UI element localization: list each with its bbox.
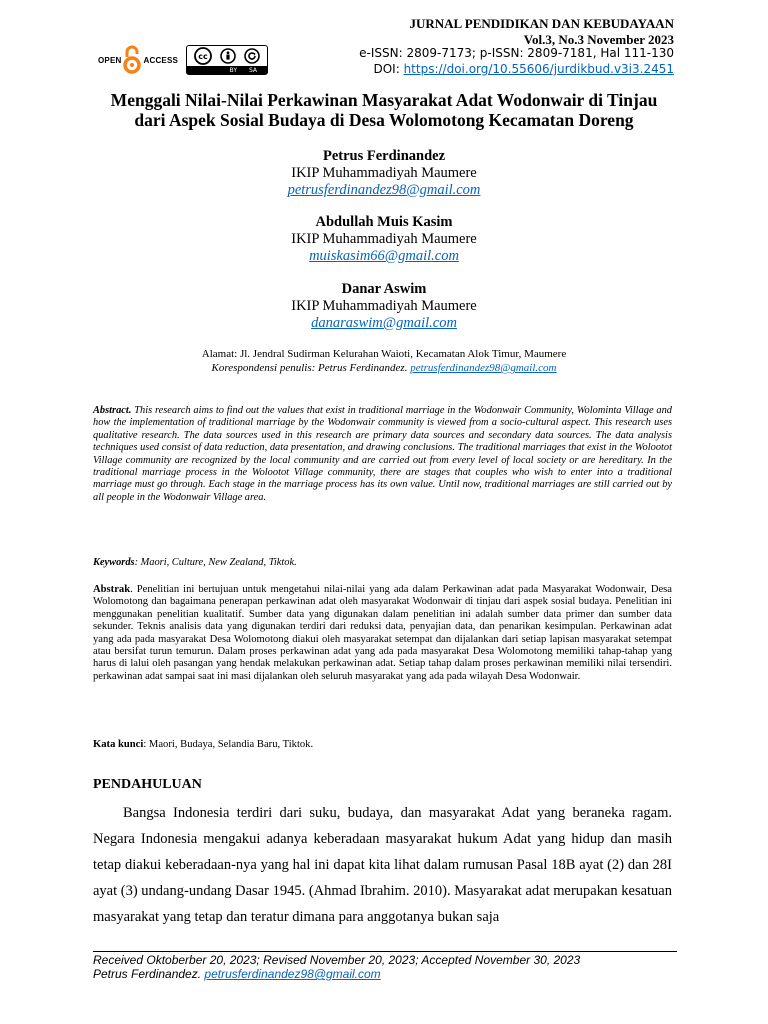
doi-label: DOI:: [373, 62, 404, 76]
license-by-text: BY: [229, 66, 237, 74]
author-email[interactable]: muiskasim66@gmail.com: [309, 248, 459, 264]
title-line: dari Aspek Sosial Budaya di Desa Wolomotong Kecamatan Doreng: [134, 110, 634, 130]
body-paragraph-text: Bangsa Indonesia terdiri dari suku, budaya, dan masyarakat Adat yang beraneka ragam. Negara Indonesia mengakui adanya keberadaan masyarakat hukum Adat yang hidup dan masih tetap diakui keberadaan-nya yang hal ini dapat kita lihat dalam rumusan Pasal 18B ayat (2) dan 28I ayat (3) undang-undang Dasar 1945. (Ahmad Ibrahim. 2010). Masyarakat adat merupakan kesatuan masyarakat yang tetap dan teratur dimana para anggotanya bukan saja: [93, 805, 672, 925]
cc-by-sa-badge: [186, 45, 268, 75]
author-affiliation: IKIP Muhammadiyah Maumere: [291, 165, 477, 181]
author-name: Petrus Ferdinandez: [322, 148, 446, 164]
cc-icon: [194, 47, 212, 65]
footer-divider: [93, 951, 677, 952]
open-access-right-text: ACCESS: [143, 55, 179, 65]
open-access-logo: [98, 45, 178, 75]
body-paragraph: [93, 800, 672, 930]
author-name: Danar Aswim: [341, 281, 427, 297]
svg-text:cc: cc: [198, 52, 208, 62]
footer-author-name: Petrus Ferdinandez.: [93, 967, 205, 981]
author-block: [0, 148, 768, 199]
abstrak-label: Abstrak: [93, 584, 131, 595]
abstract-indonesian: [93, 584, 672, 683]
abstract-text: This research aims to find out the values that exist in traditional marriage in the Wodonwair Community, Wolominta Village and how the implementation of traditional marriage by the Wodonwair community is viewed from a socio-cultural aspect. This research uses qualitative research. The data sources used in this research are primary data sources and secondary data sources. The data analysis techniques used consist of data reduction, data presentation, and drawing conclusions. The traditional marriages that exist in the Wolootot Village community are recognized by the local community and are carried out from every level of local society or are hereditary. In the traditional marriage process in the Wolootot Village community, there are stages that couples who wish to enter into a traditional marriage must go through. Each stage in the marriage process has its own value. Until now, traditional marriages are still carried out by all people in the Wodonwair Village area.: [93, 405, 672, 503]
abstrak-text: . Penelitian ini bertujuan untuk mengetahui nilai-nilai yang ada dalam Perkawinan adat pada Masyarakat Wodonwair, Desa Wolomotong dan bagaimana penerapan perkawinan adat oleh masyarakat Wodonwair di tinjau dari aspek sosial budaya. Penelitian ini menggunakan penelitian kualitatif. Sumber data yang digunakan dalam penelitian ini adalah sumber data primer dan sumber data sekunder. Teknis analisis data yang digunakan terdiri dari reduksi data, penyajian data, dan penarikan kesimpulan. Perkawinan adat yang ada pada masyarakat Desa Wolomotong diakui oleh masyarakat setempat dan dijalankan dari setiap lapisan masyarakat setempat atau bersifat turun temurun. Dalam proses perkawinan adat yang ada pada masyarakat Desa Wolomotong memiliki tahap-tahap yang harus di lalui oleh pasangan yang hendak melakukan perkawinan adat. Setiap tahap dalam proses perkawinan memiliki nilai tersendiri. perkawinan adat sampai saat ini masi dijalankan oleh seluruh masyarakat yang ada pada wilayah Desa Wodonwair.: [93, 584, 672, 682]
license-logos: [98, 42, 268, 78]
keywords-label: Keywords: [93, 557, 135, 568]
kata-kunci-label: Kata kunci: [93, 739, 144, 750]
journal-issn: e-ISSN: 2809-7173; p-ISSN: 2809-7181, Hal 111-130: [359, 46, 674, 60]
person-icon: [220, 48, 236, 64]
journal-doi: [373, 62, 674, 76]
open-access-lock-icon: [123, 45, 141, 75]
footer-author-email[interactable]: petrusferdinandez98@gmail.com: [204, 967, 381, 981]
share-alike-icon: [244, 48, 260, 64]
author-email[interactable]: petrusferdinandez98@gmail.com: [287, 182, 481, 198]
open-access-left-text: OPEN: [98, 55, 122, 65]
section-heading: PENDAHULUAN: [93, 777, 202, 792]
abstract-english: [93, 405, 672, 504]
article-title: [90, 90, 678, 130]
kata-kunci-text: : Maori, Budaya, Selandia Baru, Tiktok.: [143, 739, 314, 750]
author-email[interactable]: danaraswim@gmail.com: [311, 315, 457, 331]
author-name: Abdullah Muis Kasim: [315, 214, 453, 230]
author-block: [0, 214, 768, 265]
correspondence-prefix: Korespondensi penulis: Petrus Ferdinandez.: [211, 362, 411, 374]
footer-dates: Received Oktoberber 20, 2023; Revised November 20, 2023; Accepted November 30, 2023: [93, 953, 581, 967]
doi-link[interactable]: https://doi.org/10.55606/jurdikbud.v3i3.2451: [403, 62, 674, 76]
footer-author: [93, 967, 381, 981]
keywords-english: [93, 557, 297, 568]
address-line: Alamat: Jl. Jendral Sudirman Kelurahan Waioti, Kecamatan Alok Timur, Maumere: [201, 348, 567, 360]
journal-name: JURNAL PENDIDIKAN DAN KEBUDAYAAN: [409, 16, 674, 31]
abstract-label: Abstract.: [93, 405, 132, 416]
author-affiliation: IKIP Muhammadiyah Maumere: [291, 231, 477, 247]
address-block: [0, 347, 768, 375]
author-block: [0, 281, 768, 332]
keywords-indonesian: [93, 739, 313, 750]
license-sa-text: SA: [249, 66, 258, 74]
author-affiliation: IKIP Muhammadiyah Maumere: [291, 298, 477, 314]
title-line: Menggali Nilai-Nilai Perkawinan Masyarakat Adat Wodonwair di Tinjau: [110, 90, 658, 110]
keywords-text: : Maori, Culture, New Zealand, Tiktok.: [134, 557, 297, 568]
journal-volume: Vol.3, No.3 November 2023: [523, 32, 674, 47]
correspondence-email[interactable]: petrusferdinandez98@gmail.com: [410, 362, 557, 374]
